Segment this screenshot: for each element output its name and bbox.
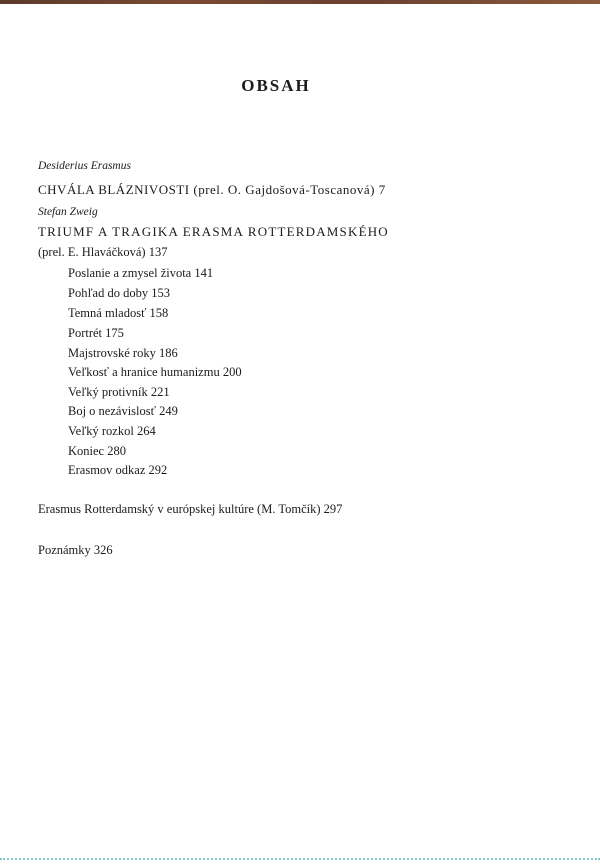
- toc-chapter: Veľký rozkol 264: [68, 424, 156, 438]
- toc-chapter: Veľkosť a hranice humanizmu 200: [68, 365, 242, 379]
- toc-chapter: Portrét 175: [68, 326, 124, 340]
- toc-entry-essay: Erasmus Rotterdamský v európskej kultúre (M. Tomčík) 297: [38, 502, 343, 516]
- toc-chapter: Boj o nezávislosť 249: [68, 404, 178, 418]
- toc-chapter: Koniec 280: [68, 444, 126, 458]
- toc-chapter: Pohľad do doby 153: [68, 286, 170, 300]
- author-erasmus: Desiderius Erasmus: [38, 160, 131, 172]
- page-title: OBSAH: [241, 76, 311, 95]
- page-bottom-edge: [0, 858, 600, 866]
- toc-entry-triumf-title: TRIUMF A TRAGIKA ERASMA ROTTERDAMSKÉHO: [38, 224, 389, 239]
- toc-chapter: Veľký protivník 221: [68, 385, 170, 399]
- page-top-edge: [0, 0, 600, 4]
- toc-entry-chvala-blaznivosti: CHVÁLA BLÁZNIVOSTI (prel. O. Gajdošová-Toscanová) 7: [38, 182, 386, 197]
- toc-chapter: Erasmov odkaz 292: [68, 463, 168, 477]
- toc-chapter: Majstrovské roky 186: [68, 346, 178, 360]
- toc-entry-notes: Poznámky 326: [38, 543, 113, 557]
- toc-entry-triumf-translator: (prel. E. Hlaváčková) 137: [38, 245, 168, 259]
- toc-chapter: Poslanie a zmysel života 141: [68, 266, 214, 280]
- author-zweig: Stefan Zweig: [38, 206, 98, 218]
- toc-chapter: Temná mladosť 158: [68, 306, 169, 320]
